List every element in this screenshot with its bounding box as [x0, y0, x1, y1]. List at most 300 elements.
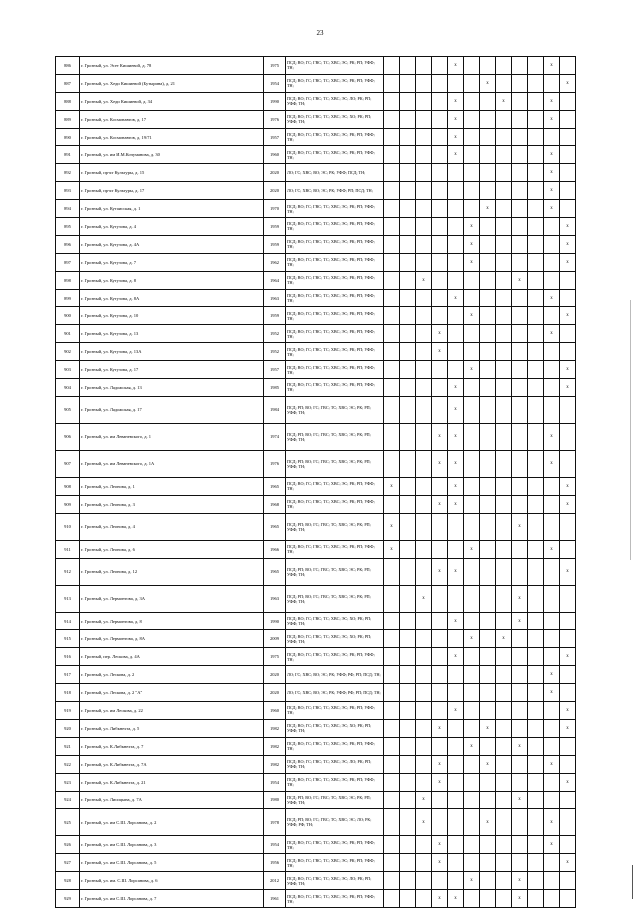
service-list: ПСД; РП; ВО; ГС; ГВС; ТС; ХВС; ЭС; РК; РП; УФФ; ТН;: [286, 423, 384, 450]
work-mark-cell: x: [512, 872, 528, 890]
work-mark-cell: [384, 164, 400, 182]
work-mark-cell: [448, 755, 464, 773]
work-mark-cell: [512, 200, 528, 218]
work-mark-cell: [496, 361, 512, 379]
work-mark-cell: [384, 666, 400, 684]
table-row: [56, 809, 576, 836]
work-mark-cell: [560, 289, 576, 307]
work-mark-cell: x: [464, 235, 480, 253]
work-mark-cell: [416, 666, 432, 684]
work-mark-cell: [496, 200, 512, 218]
work-mark-cell: x: [560, 648, 576, 666]
work-mark-cell: [512, 719, 528, 737]
work-mark-cell: [432, 128, 448, 146]
table-row: [56, 343, 576, 361]
work-mark-cell: [480, 307, 496, 325]
table-row: [56, 702, 576, 720]
work-mark-cell: x: [560, 719, 576, 737]
construction-year: 1965: [264, 558, 286, 585]
work-mark-cell: [448, 307, 464, 325]
work-mark-cell: [560, 271, 576, 289]
table-row: [56, 74, 576, 92]
work-mark-cell: [416, 854, 432, 872]
work-mark-cell: [512, 343, 528, 361]
work-mark-cell: x: [560, 361, 576, 379]
work-mark-cell: [512, 648, 528, 666]
service-list: ПСД; ВО; ГС; ГВС; ТС; ХВС; ЭС; РК; РП; УФФ; ТН;: [286, 540, 384, 558]
construction-year: 1957: [264, 128, 286, 146]
work-mark-cell: [432, 271, 448, 289]
work-mark-cell: [464, 791, 480, 809]
construction-year: 1952: [264, 343, 286, 361]
work-mark-cell: [496, 396, 512, 423]
work-mark-cell: [400, 630, 416, 648]
work-mark-cell: [464, 396, 480, 423]
building-address: г. Грозный, ул. им С.Ш. Лорсанова, д. 3: [80, 836, 264, 854]
table-row: [56, 612, 576, 630]
work-mark-cell: [496, 755, 512, 773]
work-mark-cell: [480, 379, 496, 397]
building-address: г. Грозный, ул. Лисицына, д. 7А: [80, 791, 264, 809]
building-address: г. Грозный, ул. К.Либкнехта, д. 7А: [80, 755, 264, 773]
work-mark-cell: [464, 513, 480, 540]
row-number: 889: [56, 110, 80, 128]
work-mark-cell: [400, 702, 416, 720]
work-mark-cell: [464, 666, 480, 684]
work-mark-cell: [448, 164, 464, 182]
service-list: ПСД; ВО; ГС; ГВС; ТС; ХВС; ЭС; ХО; РК; РП; УФФ; ТН;: [286, 630, 384, 648]
building-address: г. Грозный, ул. Кутузова, д. 8: [80, 271, 264, 289]
table-row: [56, 110, 576, 128]
work-mark-cell: x: [384, 477, 400, 495]
work-mark-cell: [400, 737, 416, 755]
construction-year: 2009: [264, 630, 286, 648]
work-mark-cell: [480, 289, 496, 307]
work-mark-cell: [432, 585, 448, 612]
work-mark-cell: [432, 92, 448, 110]
work-mark-cell: [480, 235, 496, 253]
work-mark-cell: [384, 612, 400, 630]
work-mark-cell: [496, 558, 512, 585]
building-address: г. Грозный, ул. Леонова, д. 4: [80, 513, 264, 540]
work-mark-cell: x: [560, 854, 576, 872]
building-address: г. Грозный, ул. Космонавтов, д. 17: [80, 110, 264, 128]
work-mark-cell: [512, 854, 528, 872]
service-list: ПСД; ВО; ГС; ГВС; ТС; ХВС; ЭС; РК; РП; УФФ; ТН;: [286, 325, 384, 343]
work-mark-cell: [496, 57, 512, 75]
row-number: 914: [56, 612, 80, 630]
work-mark-cell: [432, 630, 448, 648]
row-number: 903: [56, 361, 80, 379]
work-mark-cell: [432, 396, 448, 423]
work-mark-cell: [544, 361, 560, 379]
row-number: 905: [56, 396, 80, 423]
work-mark-cell: [512, 146, 528, 164]
work-mark-cell: [416, 684, 432, 702]
building-address: г. Грозный, ул. Леонова, д. 1: [80, 477, 264, 495]
table-row: [56, 182, 576, 200]
work-mark-cell: [528, 612, 544, 630]
work-mark-cell: [528, 450, 544, 477]
work-mark-cell: [448, 872, 464, 890]
table-row: [56, 513, 576, 540]
work-mark-cell: [400, 836, 416, 854]
work-mark-cell: [400, 755, 416, 773]
work-mark-cell: [400, 719, 416, 737]
work-mark-cell: [464, 57, 480, 75]
work-mark-cell: x: [464, 361, 480, 379]
work-mark-cell: x: [448, 110, 464, 128]
work-mark-cell: [496, 379, 512, 397]
work-mark-cell: [512, 235, 528, 253]
work-mark-cell: [496, 164, 512, 182]
work-mark-cell: [400, 307, 416, 325]
work-mark-cell: x: [464, 253, 480, 271]
work-mark-cell: [560, 325, 576, 343]
work-mark-cell: [384, 307, 400, 325]
work-mark-cell: [496, 585, 512, 612]
work-mark-cell: [400, 495, 416, 513]
work-mark-cell: x: [464, 307, 480, 325]
work-mark-cell: x: [464, 540, 480, 558]
construction-year: 1975: [264, 648, 286, 666]
work-mark-cell: [512, 495, 528, 513]
work-mark-cell: [384, 218, 400, 236]
work-mark-cell: [560, 92, 576, 110]
work-mark-cell: [432, 235, 448, 253]
housing-registry-table: [55, 56, 576, 908]
work-mark-cell: [416, 612, 432, 630]
work-mark-cell: [480, 361, 496, 379]
row-number: 888: [56, 92, 80, 110]
construction-year: 2020: [264, 164, 286, 182]
work-mark-cell: [464, 702, 480, 720]
work-mark-cell: [496, 146, 512, 164]
building-address: г. Грозный, пр-кт Культуры, д. 15: [80, 164, 264, 182]
service-list: ПСД; ВО; ГС; ГВС; ТС; ХВС; ЭС; РК; РП; УФФ; ТН;: [286, 200, 384, 218]
work-mark-cell: [432, 289, 448, 307]
work-mark-cell: x: [480, 719, 496, 737]
work-mark-cell: [528, 495, 544, 513]
work-mark-cell: x: [448, 495, 464, 513]
work-mark-cell: [512, 110, 528, 128]
work-mark-cell: x: [448, 57, 464, 75]
work-mark-cell: [544, 218, 560, 236]
work-mark-cell: [448, 684, 464, 702]
work-mark-cell: [416, 630, 432, 648]
building-address: г. Грозный, ул. Кутузова, д. 4А: [80, 235, 264, 253]
building-address: г. Грозный, ул. Кутузова, д. 13А: [80, 343, 264, 361]
work-mark-cell: [512, 325, 528, 343]
work-mark-cell: [544, 702, 560, 720]
row-number: 895: [56, 218, 80, 236]
work-mark-cell: x: [544, 110, 560, 128]
work-mark-cell: [528, 164, 544, 182]
work-mark-cell: [480, 271, 496, 289]
building-address: г. Грозный, ул. Леонова, д. 6: [80, 540, 264, 558]
service-list: ПСД; РП; ВО; ГС; ГВС; ТС; ХВС; ЭС; РК; РП; УФФ; ТН;: [286, 396, 384, 423]
work-mark-cell: [432, 872, 448, 890]
work-mark-cell: [416, 477, 432, 495]
work-mark-cell: [480, 218, 496, 236]
work-mark-cell: [464, 164, 480, 182]
work-mark-cell: [480, 57, 496, 75]
work-mark-cell: [560, 128, 576, 146]
row-number: 922: [56, 755, 80, 773]
work-mark-cell: x: [544, 755, 560, 773]
work-mark-cell: [496, 307, 512, 325]
work-mark-cell: [528, 110, 544, 128]
work-mark-cell: [448, 836, 464, 854]
table-row: [56, 666, 576, 684]
work-mark-cell: [432, 737, 448, 755]
work-mark-cell: x: [448, 477, 464, 495]
work-mark-cell: [448, 585, 464, 612]
work-mark-cell: [400, 271, 416, 289]
row-number: 929: [56, 890, 80, 908]
table-row: [56, 648, 576, 666]
construction-year: 1982: [264, 719, 286, 737]
work-mark-cell: [384, 128, 400, 146]
construction-year: 1968: [264, 495, 286, 513]
construction-year: 1956: [264, 854, 286, 872]
row-number: 923: [56, 773, 80, 791]
work-mark-cell: x: [544, 423, 560, 450]
building-address: г. Грозный, ул. Космонавтов, д. 19/71: [80, 128, 264, 146]
table-row: [56, 495, 576, 513]
work-mark-cell: [512, 836, 528, 854]
work-mark-cell: [464, 379, 480, 397]
work-mark-cell: x: [448, 146, 464, 164]
work-mark-cell: [480, 666, 496, 684]
work-mark-cell: [416, 182, 432, 200]
construction-year: 1965: [264, 477, 286, 495]
row-number: 907: [56, 450, 80, 477]
construction-year: 1959: [264, 218, 286, 236]
work-mark-cell: x: [384, 540, 400, 558]
work-mark-cell: [480, 630, 496, 648]
building-address: г. Грозный, ул. им С.Ш. Лорсанова, д. 5: [80, 854, 264, 872]
construction-year: 1961: [264, 890, 286, 908]
work-mark-cell: [480, 325, 496, 343]
work-mark-cell: [544, 235, 560, 253]
row-number: 906: [56, 423, 80, 450]
work-mark-cell: [560, 809, 576, 836]
work-mark-cell: [384, 110, 400, 128]
work-mark-cell: x: [544, 809, 560, 836]
work-mark-cell: [544, 379, 560, 397]
table-row: [56, 630, 576, 648]
construction-year: 1959: [264, 307, 286, 325]
row-number: 890: [56, 128, 80, 146]
row-number: 904: [56, 379, 80, 397]
work-mark-cell: [416, 423, 432, 450]
row-number: 917: [56, 666, 80, 684]
service-list: ПСД; ВО; ГС; ГВС; ТС; ХВС; ЭС; РК; РП; УФФ; ТН;: [286, 379, 384, 397]
work-mark-cell: [432, 74, 448, 92]
work-mark-cell: [480, 684, 496, 702]
work-mark-cell: x: [464, 737, 480, 755]
service-list: ПСД; ВО; ГС; ГВС; ТС; ХВС; ЭС; РК; РП; УФФ; ТН;: [286, 57, 384, 75]
service-list: ПСД; ВО; ГС; ГВС; ТС; ХВС; ЭС; РК; РП; УФФ; ТН;: [286, 307, 384, 325]
work-mark-cell: [432, 540, 448, 558]
service-list: ПСД; ВО; ГС; ГВС; ТС; ХВС; ЭС; РК; РП; УФФ; ТН;: [286, 773, 384, 791]
building-address: г. Грозный, ул. Лaдожская, д. 17: [80, 396, 264, 423]
work-mark-cell: x: [432, 423, 448, 450]
work-mark-cell: [496, 477, 512, 495]
row-number: 919: [56, 702, 80, 720]
work-mark-cell: [496, 773, 512, 791]
work-mark-cell: [416, 755, 432, 773]
work-mark-cell: [480, 495, 496, 513]
table-row: [56, 791, 576, 809]
work-mark-cell: x: [448, 423, 464, 450]
building-address: г. Грозный, ул. К.Либкнехта, д. 7: [80, 737, 264, 755]
service-list: ПСД; ВО; ГС; ГВС; ТС; ХВС; ЭС; РК; РП; УФФ; ТН;: [286, 146, 384, 164]
work-mark-cell: [496, 271, 512, 289]
service-list: ПСД; РП; ВО; ГС; ГВС; ТС; ХВС; ЭС; ЛО; РК; УФФ; РФ; ТН;: [286, 809, 384, 836]
work-mark-cell: [528, 585, 544, 612]
work-mark-cell: [528, 684, 544, 702]
table-row: [56, 200, 576, 218]
work-mark-cell: [384, 450, 400, 477]
work-mark-cell: [512, 755, 528, 773]
work-mark-cell: [544, 513, 560, 540]
work-mark-cell: [384, 630, 400, 648]
work-mark-cell: [464, 648, 480, 666]
work-mark-cell: [544, 477, 560, 495]
table-row: [56, 289, 576, 307]
work-mark-cell: [384, 235, 400, 253]
row-number: 924: [56, 791, 80, 809]
work-mark-cell: x: [432, 854, 448, 872]
work-mark-cell: [464, 343, 480, 361]
work-mark-cell: [384, 343, 400, 361]
construction-year: 1960: [264, 146, 286, 164]
table-row: [56, 540, 576, 558]
work-mark-cell: [448, 74, 464, 92]
work-mark-cell: [416, 836, 432, 854]
work-mark-cell: [496, 218, 512, 236]
work-mark-cell: [480, 513, 496, 540]
work-mark-cell: [528, 666, 544, 684]
construction-year: 2020: [264, 182, 286, 200]
work-mark-cell: [528, 854, 544, 872]
work-mark-cell: x: [464, 872, 480, 890]
work-mark-cell: [528, 836, 544, 854]
row-number: 898: [56, 271, 80, 289]
work-mark-cell: [480, 477, 496, 495]
work-mark-cell: [528, 74, 544, 92]
work-mark-cell: [416, 702, 432, 720]
work-mark-cell: [400, 361, 416, 379]
service-list: ПСД; ВО; ГС; ГВС; ТС; ХВС; ЭС; РК; РП; УФФ; ТН;: [286, 289, 384, 307]
service-list: ПСД; РП; ВО; ГС; ГВС; ТС; ХВС; ЭС; РК; РП; УФФ; ТН;: [286, 558, 384, 585]
work-mark-cell: [560, 737, 576, 755]
work-mark-cell: [496, 702, 512, 720]
work-mark-cell: [544, 343, 560, 361]
work-mark-cell: x: [432, 773, 448, 791]
work-mark-cell: [560, 612, 576, 630]
work-mark-cell: [560, 200, 576, 218]
work-mark-cell: [464, 128, 480, 146]
work-mark-cell: [528, 719, 544, 737]
work-mark-cell: [416, 289, 432, 307]
building-address: г. Грозный, ул. К.Либкнехта, д. 21: [80, 773, 264, 791]
work-mark-cell: [384, 325, 400, 343]
work-mark-cell: [560, 684, 576, 702]
work-mark-cell: x: [448, 379, 464, 397]
work-mark-cell: [480, 737, 496, 755]
work-mark-cell: [480, 648, 496, 666]
building-address: г. Грозный, ул. им. С.Ш. Лорсанова, д. 6: [80, 872, 264, 890]
work-mark-cell: [464, 74, 480, 92]
work-mark-cell: [432, 307, 448, 325]
work-mark-cell: [432, 791, 448, 809]
work-mark-cell: [464, 110, 480, 128]
work-mark-cell: [544, 253, 560, 271]
work-mark-cell: [384, 585, 400, 612]
building-address: г. Грозный, ул. Леонова, д. 12: [80, 558, 264, 585]
work-mark-cell: [496, 450, 512, 477]
table-row: [56, 235, 576, 253]
table-row: [56, 57, 576, 75]
work-mark-cell: x: [432, 719, 448, 737]
work-mark-cell: [560, 57, 576, 75]
service-list: ПСД; РП; ВО; ГС; ГВС; ТС; ХВС; ЭС; РК; РП; УФФ; ТН;: [286, 513, 384, 540]
work-mark-cell: [544, 737, 560, 755]
work-mark-cell: x: [512, 791, 528, 809]
work-mark-cell: [416, 146, 432, 164]
work-mark-cell: [560, 396, 576, 423]
work-mark-cell: [384, 92, 400, 110]
work-mark-cell: [384, 773, 400, 791]
work-mark-cell: [544, 271, 560, 289]
table-row: [56, 684, 576, 702]
service-list: ПСД; ВО; ГС; ГВС; ТС; ХВС; ЭС; РК; РП; УФФ; ТН;: [286, 361, 384, 379]
work-mark-cell: [544, 872, 560, 890]
work-mark-cell: x: [480, 74, 496, 92]
row-number: 908: [56, 477, 80, 495]
work-mark-cell: [496, 648, 512, 666]
work-mark-cell: [528, 872, 544, 890]
work-mark-cell: x: [512, 513, 528, 540]
work-mark-cell: [416, 253, 432, 271]
work-mark-cell: [528, 289, 544, 307]
work-mark-cell: x: [560, 235, 576, 253]
work-mark-cell: x: [560, 307, 576, 325]
building-address: г. Грозный, ул. Кутузова, д. 4: [80, 218, 264, 236]
work-mark-cell: [512, 773, 528, 791]
work-mark-cell: [400, 585, 416, 612]
work-mark-cell: [432, 200, 448, 218]
building-address: г. Грозный, ул. Кутузова, д. 17: [80, 361, 264, 379]
row-number: 894: [56, 200, 80, 218]
work-mark-cell: x: [432, 558, 448, 585]
work-mark-cell: [480, 343, 496, 361]
work-mark-cell: [512, 57, 528, 75]
row-number: 911: [56, 540, 80, 558]
work-mark-cell: [448, 200, 464, 218]
work-mark-cell: x: [448, 890, 464, 908]
row-number: 899: [56, 289, 80, 307]
service-list: ПСД; ВО; ГС; ГВС; ТС; ХВС; ЭС; РК; РП; УФФ; ТН;: [286, 477, 384, 495]
work-mark-cell: [464, 289, 480, 307]
work-mark-cell: [448, 235, 464, 253]
work-mark-cell: [400, 773, 416, 791]
row-number: 902: [56, 343, 80, 361]
work-mark-cell: [544, 773, 560, 791]
